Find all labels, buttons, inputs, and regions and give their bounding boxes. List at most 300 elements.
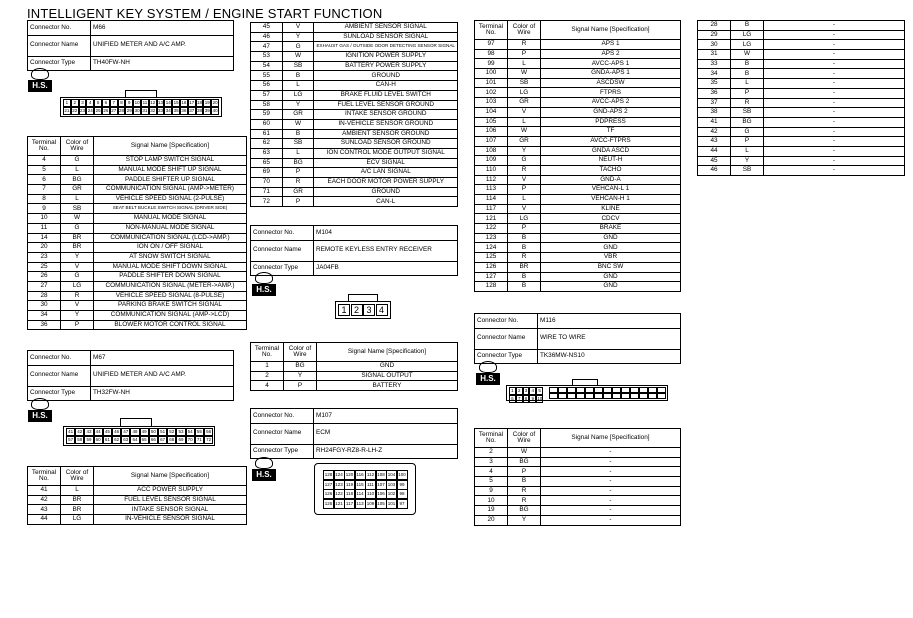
- table-row: [475, 195, 681, 205]
- terminal-cell: 8: [28, 194, 61, 204]
- signal-cell: BRAKE FLUID LEVEL SWITCH: [314, 90, 458, 100]
- table-row: [28, 505, 247, 515]
- hs-icon: H.S.: [28, 68, 52, 92]
- terminal-cell: 7: [28, 185, 61, 195]
- table-row: [28, 301, 247, 311]
- table-row: [251, 32, 458, 42]
- color-cell: Y: [61, 311, 94, 321]
- table-row: [475, 515, 681, 525]
- pin-cell: [558, 393, 567, 399]
- pin-cell: 2: [516, 387, 523, 395]
- color-cell: GR: [282, 110, 314, 120]
- pin-cell: 14: [165, 100, 171, 105]
- signal-cell: GND-A: [541, 175, 681, 185]
- color-cell: P: [282, 197, 314, 207]
- color-cell: P: [508, 467, 541, 477]
- color-cell: Y: [508, 515, 541, 525]
- table-row: [251, 61, 458, 71]
- pin-cell: [567, 393, 576, 399]
- terminal-cell: 23: [28, 252, 61, 262]
- color-cell: BR: [61, 243, 94, 253]
- terminal-cell: 105: [475, 117, 508, 127]
- page-title: INTELLIGENT KEY SYSTEM / ENGINE START FUNCTION: [27, 6, 383, 21]
- color-cell: BG: [508, 457, 541, 467]
- color-cell: BR: [61, 233, 94, 243]
- table-row: [475, 127, 681, 137]
- signal-cell: -: [541, 457, 681, 467]
- color-cell: Y: [284, 371, 317, 381]
- terminal-cell: 106: [475, 127, 508, 137]
- signal-cell: -: [764, 146, 905, 156]
- pin-cell: 103: [386, 480, 397, 490]
- signal-cell: GND: [541, 233, 681, 243]
- pin-cell: [639, 393, 648, 399]
- table-row: [251, 119, 458, 129]
- table-row: [475, 136, 681, 146]
- color-cell: P: [731, 137, 764, 147]
- signal-cell: -: [764, 40, 905, 50]
- signal-cell: GND: [541, 282, 681, 292]
- terminal-cell: 72: [251, 197, 283, 207]
- pin-cell: 72: [204, 436, 213, 444]
- color-cell: V: [508, 204, 541, 214]
- header-terminal: Terminal No.: [475, 429, 508, 448]
- terminal-cell: 5: [28, 165, 61, 175]
- table-row: [698, 30, 905, 40]
- table-row: [251, 71, 458, 81]
- header-signal: Signal Name [Specification]: [541, 429, 681, 448]
- table-row: [251, 371, 458, 381]
- pin-cell: 5: [536, 387, 543, 395]
- pin-cell: 109: [365, 499, 376, 509]
- m67-connector: [63, 426, 215, 446]
- pin-cell: [612, 393, 621, 399]
- table-row: [475, 185, 681, 195]
- color-cell: G: [61, 272, 94, 282]
- table-row: [251, 187, 458, 197]
- pin-cell: 3: [523, 387, 530, 395]
- color-cell: LG: [282, 90, 314, 100]
- pin-cell: 10: [537, 396, 543, 401]
- signal-cell: VBR: [541, 253, 681, 263]
- pin-cell: 64: [130, 436, 139, 444]
- terminal-cell: 47: [251, 42, 283, 52]
- pin-cell: 6: [509, 395, 516, 403]
- table-row: [28, 214, 247, 224]
- pin-cell: 45: [103, 428, 112, 436]
- table-row: [698, 117, 905, 127]
- color-cell: BR: [61, 495, 94, 505]
- color-cell: L: [508, 117, 541, 127]
- terminal-cell: 60: [251, 119, 283, 129]
- table-row: [251, 81, 458, 91]
- terminal-cell: 9: [475, 486, 508, 496]
- pin-cell: 11: [142, 100, 148, 105]
- signal-cell: BRAKE: [541, 224, 681, 234]
- terminal-cell: 43: [28, 505, 61, 515]
- pin-cell: 68: [167, 436, 176, 444]
- table-row: [28, 262, 247, 272]
- terminal-cell: 117: [475, 204, 508, 214]
- pin-cell: 108: [376, 470, 387, 480]
- color-cell: R: [282, 178, 314, 188]
- terminal-cell: 42: [698, 127, 731, 137]
- pin-cell: 54: [186, 428, 195, 436]
- color-cell: W: [61, 214, 94, 224]
- table-row: [251, 148, 458, 158]
- m104-table: [250, 342, 458, 391]
- color-cell: R: [508, 165, 541, 175]
- color-cell: W: [282, 119, 314, 129]
- table-row: [28, 243, 247, 253]
- pin-cell: 111: [365, 480, 376, 490]
- signal-cell: -: [541, 506, 681, 516]
- color-cell: GR: [508, 98, 541, 108]
- pin-cell: 17: [189, 100, 195, 105]
- signal-cell: CAN-L: [314, 197, 458, 207]
- color-cell: BG: [731, 117, 764, 127]
- table-row: [475, 486, 681, 496]
- terminal-cell: 2: [475, 448, 508, 458]
- pin-cell: 4: [86, 99, 94, 107]
- table-row: [698, 166, 905, 176]
- color-cell: LG: [61, 515, 94, 525]
- pin-cell: 37: [189, 108, 195, 113]
- pin-cell: 43: [84, 428, 93, 436]
- pin-cell: 59: [84, 436, 93, 444]
- color-cell: B: [731, 59, 764, 69]
- pin-cell: 67: [158, 436, 167, 444]
- pin-cell: [549, 393, 558, 399]
- signal-cell: FUEL LEVEL SENSOR SIGNAL: [94, 495, 247, 505]
- pin-cell: [657, 393, 666, 399]
- pin-cell: 44: [94, 428, 103, 436]
- signal-cell: VEHICLE SPEED SIGNAL (8-PULSE): [94, 291, 247, 301]
- m67-table: [27, 466, 247, 525]
- pin-cell: 2: [71, 99, 79, 107]
- signal-cell: -: [764, 21, 905, 31]
- header-terminal: Terminal No.: [475, 21, 508, 40]
- color-cell: LG: [508, 88, 541, 98]
- signal-cell: GND: [317, 362, 458, 372]
- terminal-cell: 33: [698, 59, 731, 69]
- color-cell: GR: [61, 185, 94, 195]
- signal-cell: GROUND: [314, 71, 458, 81]
- pin-cell: [585, 393, 594, 399]
- terminal-cell: 43: [698, 137, 731, 147]
- terminal-cell: 14: [28, 233, 61, 243]
- table-row: [251, 381, 458, 391]
- terminal-cell: 63: [251, 148, 283, 158]
- table-row: [698, 137, 905, 147]
- m66-info: Connector No. M66 Connector Name UNIFIED METER AND A/C AMP. Connector Type TH40FW-NH: [27, 20, 234, 71]
- color-cell: L: [61, 194, 94, 204]
- color-cell: B: [508, 272, 541, 282]
- header-color: Color of Wire: [508, 429, 541, 448]
- terminal-cell: 126: [475, 262, 508, 272]
- pin-cell: 66: [149, 436, 158, 444]
- signal-cell: SUNLOAD SENSOR GROUND: [314, 139, 458, 149]
- signal-cell: MANUAL MODE SHIFT DOWN SIGNAL: [94, 262, 247, 272]
- terminal-cell: 110: [475, 165, 508, 175]
- terminal-cell: 25: [28, 262, 61, 272]
- pin-cell: 27: [111, 108, 117, 113]
- terminal-cell: 108: [475, 146, 508, 156]
- pin-cell: 126: [323, 489, 334, 499]
- color-cell: SB: [731, 108, 764, 118]
- table-row: [475, 272, 681, 282]
- color-cell: V: [508, 175, 541, 185]
- table-row: [28, 311, 247, 321]
- signal-cell: PDPRESS: [541, 117, 681, 127]
- table-row: [251, 42, 458, 52]
- terminal-cell: 46: [698, 166, 731, 176]
- pin-cell: 70: [186, 436, 195, 444]
- pin-cell: 7: [516, 395, 523, 403]
- pin-cell: 9: [529, 395, 536, 403]
- pin-cell: 55: [195, 428, 204, 436]
- pin-cell: 71: [195, 436, 204, 444]
- color-cell: SB: [282, 139, 314, 149]
- table-row: [28, 486, 247, 496]
- terminal-cell: 42: [28, 495, 61, 505]
- terminal-cell: 20: [28, 243, 61, 253]
- pin-cell: 4: [529, 387, 536, 395]
- table-row: [28, 495, 247, 505]
- table-row: [28, 175, 247, 185]
- terminal-cell: 4: [475, 467, 508, 477]
- signal-cell: CDCV: [541, 214, 681, 224]
- pin-cell: 52: [167, 428, 176, 436]
- pin-cell: 107: [376, 480, 387, 490]
- signal-cell: A/C LAN SIGNAL: [314, 168, 458, 178]
- table-row: [251, 139, 458, 149]
- pin-cell: 121: [334, 499, 345, 509]
- pin-cell: 12: [150, 100, 156, 105]
- hs-icon: H.S.: [252, 457, 276, 481]
- signal-cell: NEUT-H: [541, 156, 681, 166]
- signal-cell: KLINE: [541, 204, 681, 214]
- table-row: [28, 252, 247, 262]
- pin-cell: 42: [75, 428, 84, 436]
- pin-cell: 104: [386, 470, 397, 480]
- m104-info: Connector No. M104 Connector Name REMOTE KEYLESS ENTRY RECEIVER Connector Type JA04FB: [250, 225, 458, 276]
- signal-cell: IN-VEHICLE SENSOR SIGNAL: [94, 515, 247, 525]
- color-cell: V: [508, 107, 541, 117]
- terminal-cell: 46: [251, 32, 283, 42]
- table-row: [475, 117, 681, 127]
- pin-cell: 113: [355, 499, 366, 509]
- color-cell: L: [731, 79, 764, 89]
- signal-cell: VEHCAN-L 1: [541, 185, 681, 195]
- table-row: [28, 272, 247, 282]
- pin-cell: 38: [196, 108, 202, 113]
- pin-cell: 1: [338, 304, 350, 316]
- table-row: [475, 98, 681, 108]
- pin-cell: 110: [365, 489, 376, 499]
- pin-cell: 119: [344, 480, 355, 490]
- color-cell: SB: [61, 204, 94, 214]
- terminal-cell: 124: [475, 243, 508, 253]
- pin-cell: 115: [355, 480, 366, 490]
- m116-table: [474, 428, 681, 526]
- terminal-cell: 34: [698, 69, 731, 79]
- header-color: Color of Wire: [61, 467, 94, 486]
- table-row: [475, 253, 681, 263]
- pin-cell: [648, 393, 657, 399]
- terminal-cell: 112: [475, 175, 508, 185]
- color-cell: B: [508, 233, 541, 243]
- terminal-cell: 20: [475, 515, 508, 525]
- signal-cell: GNDA ASCD: [541, 146, 681, 156]
- color-cell: W: [508, 69, 541, 79]
- table-row: [28, 204, 247, 214]
- table-row: [28, 223, 247, 233]
- terminal-cell: 45: [698, 156, 731, 166]
- pin-cell: 4: [376, 304, 388, 316]
- color-cell: P: [508, 185, 541, 195]
- pin-cell: 16: [181, 100, 187, 105]
- signal-cell: ECV SIGNAL: [314, 158, 458, 168]
- color-cell: Y: [282, 100, 314, 110]
- table-row: [28, 156, 247, 166]
- pin-cell: 60: [94, 436, 103, 444]
- terminal-cell: 30: [698, 40, 731, 50]
- m67-table-continued: [250, 22, 458, 207]
- signal-cell: GNDA-APS 1: [541, 69, 681, 79]
- pin-cell: 114: [355, 489, 366, 499]
- signal-cell: IGNITION POWER SUPPLY: [314, 52, 458, 62]
- signal-cell: PADDLE SHIFTER DOWN SIGNAL: [94, 272, 247, 282]
- terminal-cell: 61: [251, 129, 283, 139]
- color-cell: LG: [508, 214, 541, 224]
- color-cell: L: [61, 486, 94, 496]
- pin-cell: 97: [397, 499, 408, 509]
- table-row: [28, 165, 247, 175]
- m116-table-continued: [697, 20, 905, 176]
- pin-cell: 98: [397, 489, 408, 499]
- signal-cell: MANUAL MODE SIGNAL: [94, 214, 247, 224]
- terminal-cell: 44: [28, 515, 61, 525]
- color-cell: Y: [282, 32, 314, 42]
- color-cell: L: [731, 146, 764, 156]
- table-row: [475, 156, 681, 166]
- color-cell: W: [282, 52, 314, 62]
- pin-cell: 35: [173, 108, 179, 113]
- m107-connector: [314, 463, 416, 515]
- pin-cell: 13: [157, 100, 163, 105]
- pin-cell: 30: [134, 108, 140, 113]
- terminal-cell: 30: [28, 301, 61, 311]
- pin-cell: 5: [94, 99, 102, 107]
- pin-cell: 122: [334, 489, 345, 499]
- pin-cell: 116: [355, 470, 366, 480]
- pin-cell: 29: [126, 108, 132, 113]
- terminal-cell: 10: [475, 496, 508, 506]
- pin-cell: 99: [397, 480, 408, 490]
- color-cell: BR: [508, 262, 541, 272]
- signal-cell: -: [764, 156, 905, 166]
- table-row: [698, 156, 905, 166]
- pin-cell: 123: [334, 480, 345, 490]
- signal-cell: -: [764, 137, 905, 147]
- pin-cell: 56: [204, 428, 213, 436]
- m107-table: [474, 20, 681, 292]
- signal-cell: STOP LAMP SWITCH SIGNAL: [94, 156, 247, 166]
- color-cell: B: [508, 243, 541, 253]
- signal-cell: PARKING BRAKE SWITCH SIGNAL: [94, 301, 247, 311]
- table-row: [475, 78, 681, 88]
- color-cell: L: [282, 81, 314, 91]
- table-row: [475, 214, 681, 224]
- terminal-cell: 122: [475, 224, 508, 234]
- table-row: [698, 79, 905, 89]
- terminal-cell: 69: [251, 168, 283, 178]
- terminal-cell: 53: [251, 52, 283, 62]
- color-cell: R: [508, 40, 541, 50]
- signal-cell: APS 2: [541, 49, 681, 59]
- pin-cell: 69: [176, 436, 185, 444]
- color-cell: P: [508, 49, 541, 59]
- color-cell: LG: [61, 281, 94, 291]
- pin-cell: 105: [376, 499, 387, 509]
- pin-cell: 25: [95, 108, 101, 113]
- color-cell: B: [508, 282, 541, 292]
- header-terminal: Terminal No.: [251, 343, 284, 362]
- signal-cell: -: [764, 79, 905, 89]
- color-cell: G: [508, 156, 541, 166]
- m66-table: [27, 136, 247, 330]
- color-cell: R: [61, 291, 94, 301]
- pin-cell: 50: [149, 428, 158, 436]
- table-row: [698, 59, 905, 69]
- signal-cell: EACH DOOR MOTOR POWER SUPPLY: [314, 178, 458, 188]
- table-row: [251, 178, 458, 188]
- signal-cell: COMMUNICATION SIGNAL (LCD->AMP.): [94, 233, 247, 243]
- signal-cell: AMBIENT SENSOR GROUND: [314, 129, 458, 139]
- terminal-cell: 36: [28, 320, 61, 330]
- color-cell: G: [61, 156, 94, 166]
- table-row: [475, 224, 681, 234]
- terminal-cell: 9: [28, 204, 61, 214]
- signal-cell: -: [541, 467, 681, 477]
- signal-cell: COMMUNICATION SIGNAL (AMP->METER): [94, 185, 247, 195]
- terminal-cell: 35: [698, 79, 731, 89]
- color-cell: BG: [61, 175, 94, 185]
- color-cell: B: [731, 69, 764, 79]
- terminal-cell: 114: [475, 195, 508, 205]
- color-cell: P: [282, 168, 314, 178]
- pin-cell: 101: [386, 499, 397, 509]
- signal-cell: VEHCAN-H 1: [541, 195, 681, 205]
- table-row: [251, 110, 458, 120]
- pin-cell: 18: [196, 100, 202, 105]
- terminal-cell: 123: [475, 233, 508, 243]
- table-row: [28, 194, 247, 204]
- signal-cell: MANUAL MODE SHIFT UP SIGNAL: [94, 165, 247, 175]
- color-cell: R: [731, 98, 764, 108]
- pin-cell: 57: [66, 436, 75, 444]
- pin-cell: 1: [63, 99, 71, 107]
- color-cell: V: [61, 301, 94, 311]
- pin-cell: 23: [79, 108, 85, 113]
- signal-cell: -: [764, 59, 905, 69]
- terminal-cell: 3: [475, 457, 508, 467]
- pin-cell: 22: [72, 108, 78, 113]
- signal-cell: FTPRS: [541, 88, 681, 98]
- pin-cell: 58: [75, 436, 84, 444]
- header-signal: Signal Name [Specification]: [94, 137, 247, 156]
